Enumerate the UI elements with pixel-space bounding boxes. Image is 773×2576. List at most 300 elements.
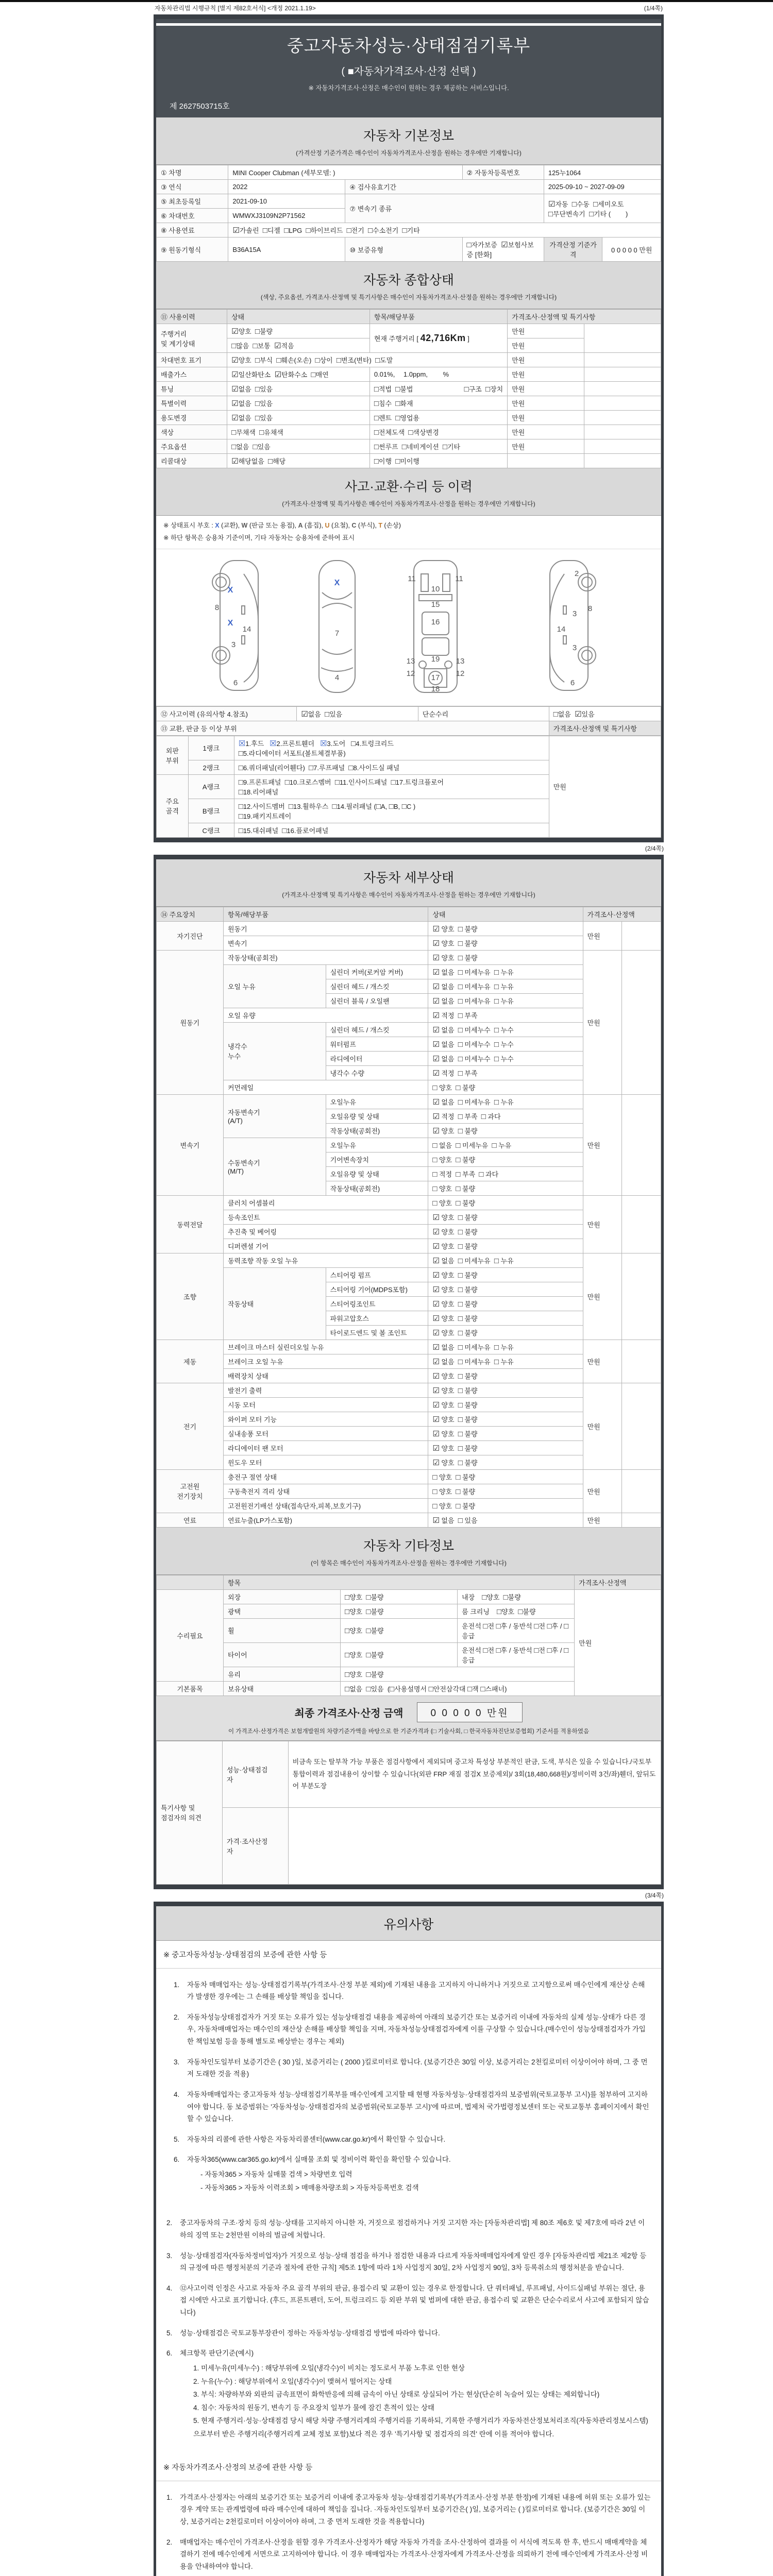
state-cell: □ 양호 □ 불량 — [428, 1080, 583, 1094]
sub-group: 오일 누유 — [223, 964, 326, 1008]
legend-note2: ※ 하단 항목은 승용차 기준이며, 기타 자동차는 승용차에 준하여 표시 — [163, 534, 355, 541]
field-label: ⑨ 원동기형식 — [157, 238, 228, 262]
page-block-3 — [154, 1902, 664, 2576]
doc-number: 제 2627503715호 — [170, 102, 230, 111]
svg-text:13: 13 — [456, 656, 465, 666]
state-cell: □ 없음 □ 미세누유 □ 누유 — [428, 1138, 583, 1152]
cell — [157, 454, 661, 468]
state-cell: ☑ 양호 □ 불량 — [428, 950, 583, 964]
svg-text:13: 13 — [406, 656, 415, 666]
cell — [157, 425, 661, 439]
field-value: 2025-09-10 ~ 2027-09-09 — [544, 180, 661, 194]
item-cell: 워터펌프 — [326, 1037, 428, 1051]
field-value: MINI Cooper Clubman (세부모델: ) — [228, 165, 462, 180]
item-cell: 실내송풍 모터 — [223, 1426, 428, 1440]
item-cell: 오일 유량 — [223, 1008, 428, 1022]
field-label: ③ 연식 — [157, 180, 228, 194]
svg-text:6: 6 — [570, 678, 575, 687]
price-cell: 만원 — [583, 1469, 622, 1513]
panel-rank: B랭크 — [188, 799, 234, 823]
panel-grid — [156, 736, 661, 838]
page-marker-1: (1/4쪽) — [644, 5, 663, 12]
notice-item: 2. 중고자동차의 구조·장치 등의 성능·상태를 고지하지 아니한 자, 거짓으로 점검하거나 거짓 고지한 자는 [자동차관리법] 제 80조 제6호 및 제7호에 따라 2년 이하의 징역 또는 2천만원 이하의 벌금에 처합니다. — [166, 2219, 645, 2239]
simple-repair-label: 단순수리 — [418, 706, 549, 721]
item-cell: 등속조인트 — [223, 1210, 428, 1224]
item-cell: 시동 모터 — [223, 1397, 428, 1412]
svg-text:3: 3 — [572, 643, 577, 652]
remarks-row-label: 가격·조사산정 자 — [222, 1807, 288, 1884]
col-header: 항목/해당부품 — [369, 310, 507, 324]
item-cell: 작동상태(공회전) — [326, 1123, 428, 1138]
price-cell: 만원 — [508, 353, 584, 367]
state-cell: ☑ 없음 □ 미세누수 □ 누수 — [428, 1022, 583, 1037]
cell — [157, 439, 661, 454]
section-basic-info-header — [156, 117, 661, 165]
notice-item: 6. 체크항목 판단기준(예시) 1. 미세누유(미세누수) : 해당부위에 오일(냉각수)이 비치는 정도로서 부품 노후로 인한 현상 2. 누유(누수) : 해당부위에서 오일(냉각수)이 맺혀서 떨어지는 상태 3. 부식: 차량하부와 외판의 금속표면이 화학반응에 의해 금속이 아닌 상태로 상실되어 가는 현상(단순히 녹슬어 있는 상태는 제외합니다) 4. 침수: 자동차의 원동기, 변속기 등 주요장치 일부가 물에 잠긴 흔적이 있는 상태 5. 현재 주행거리·성능·상태점검 당시 해당 차량 주행거리계의 주행거리를 기록하되, 기록한 주행거리가 자동차전산정보처리조직(자동차관리정보시스템)으로부터 받은 주행거리(주행거리계 교체 정보 포함)보다 적은 경우 '특기사항 및 점검자의 의견' 란에 이를 적어야 합니다. — [166, 2349, 648, 2438]
svg-text:6: 6 — [233, 678, 238, 687]
svg-text:8: 8 — [214, 603, 220, 612]
price-cell — [508, 454, 584, 468]
state-cell: ☑ 양호 □ 불량 — [428, 1267, 583, 1282]
cell — [157, 921, 661, 936]
section-detail-header — [156, 859, 661, 907]
item-cell: 오일유량 및 상태 — [326, 1109, 428, 1123]
svg-text:X: X — [227, 618, 233, 628]
state-cell: □많음 □보통 ☑적음 — [227, 338, 370, 353]
device-group: 자기진단 — [157, 921, 224, 950]
state-cell: ☑ 양호 □ 불량 — [428, 921, 583, 936]
section-note: (가격조사·산정액 및 특기사항은 매수인이 자동차가격조사·산정을 원하는 경우에만 기재합니다) — [282, 500, 535, 507]
note-cell — [584, 439, 661, 454]
device-group: 변속기 — [157, 1094, 224, 1195]
state-cell: □ 양호 □ 불량 — [428, 1498, 583, 1513]
device-group: 동력전달 — [157, 1195, 224, 1253]
svg-text:7: 7 — [334, 629, 340, 638]
state-cell: ☑ 양호 □ 불량 — [428, 1123, 583, 1138]
item-cell: 원동기 — [223, 921, 428, 936]
device-group: 제동 — [157, 1340, 224, 1383]
notice-list-3 — [156, 2481, 661, 2576]
state-cell: ☑ 없음 □ 미세누유 □ 누유 — [428, 1094, 583, 1109]
panel-items: □9.프론트패널 □10.크로스멤버 □11.인사이드패널 □17.트렁크플로어 □18.리어패널 — [234, 774, 549, 799]
svg-text:8: 8 — [587, 604, 593, 613]
item-cell: 와이퍼 모터 기능 — [223, 1412, 428, 1426]
doc-title-sub: ( ■자동차가격조사·산정 선택 ) — [341, 66, 476, 77]
svg-text:X: X — [334, 578, 340, 587]
state-cell: □적법 □불법 □구조 □장치 — [369, 382, 507, 396]
section-note: (이 항목은 매수인이 자동차가격조사·산정을 원하는 경우에만 기재합니다) — [311, 1559, 507, 1567]
price-cell: 만원 — [583, 1253, 622, 1340]
svg-text:14: 14 — [557, 624, 566, 634]
notice-item: 1. 가격조사·산정자는 아래의 보증기간 또는 보증거리 이내에 중고자동차 성능·상태점검기록부(가격조사·산정 부분 한정)에 기재된 내용에 허위 또는 오류가 있는 경우 계약 또는 관계법령에 따라 매수인에 대하여 책임을 집니다. ·자동차인도일부터 보증기간은( )일, 보증거리는 ( )킬로미터로 합니다. (보증기간은 30일 이상, 보증거리는 2천킬로미터 이상이어야 하며, 그 중 먼저 도래한 것을 적용합니다) — [166, 2493, 651, 2526]
device-group: 고전원 전기장치 — [157, 1469, 224, 1513]
field-value: ☑가솔린 □디젤 □LPG □하이브리드 □전기 □수소전기 □기타 — [228, 223, 661, 238]
col-header: 가격조사·산정액 — [583, 907, 661, 921]
notice-item: 4. ⑫사고이력 인정은 사고로 자동차 주요 골격 부위의 판금, 용접수리 및 교환이 있는 경우로 한정합니다. 단 쿼터패널, 루프패널, 사이드실패널 부위는 절단, 용접 시에만 사고로 표기합니다. (후드, 프론트펜더, 도어, 트렁크리드 등 외판 부위 및 범퍼에 대한 판금, 용접수리 및 교환은 단순수리로서 사고에 포함되지 않습니다) — [166, 2284, 649, 2317]
notice-item: 2. 매매업자는 매수인이 가격조사·산정을 원할 경우 가격조사·산정자가 해당 자동차 가격을 조사·산정하여 결과를 이 서식에 적도록 한 후, 반드시 매매계약을 체결하기 전에 매수인에게 서면으로 고지하여야 합니다. 이 경우 매매업자는 가격조사·산정자에게 가격조사·산정을 의뢰하기 전에 매수인에게 가격조사·산정 비용을 안내하여야 합니다. — [166, 2538, 648, 2570]
state-cell: ☑ 양호 □ 불량 — [428, 1440, 583, 1455]
cell — [157, 1195, 661, 1210]
svg-text:11: 11 — [455, 574, 463, 583]
notice-item: 5. 성능·상태점검은 국토교통부장관이 정하는 자동차성능·상태점검 방법에 따라야 합니다. — [166, 2329, 440, 2337]
cell — [157, 907, 661, 921]
svg-text:18: 18 — [431, 684, 440, 693]
item-cell: 스티어링 펌프 — [326, 1267, 428, 1282]
note-cell — [584, 454, 661, 468]
svg-text:10: 10 — [431, 584, 440, 594]
col-header: ⑭ 주요장치 — [157, 907, 224, 921]
item-cell: 브레이크 오일 누유 — [223, 1354, 428, 1368]
note-cell — [584, 396, 661, 411]
svg-text:15: 15 — [431, 600, 440, 609]
section-notice-header — [156, 1906, 661, 1941]
device-group: 연료 — [157, 1513, 224, 1527]
row-label: 튜닝 — [157, 382, 227, 396]
state-symbol-legend — [156, 516, 661, 549]
price-cell: 만원 — [508, 324, 584, 338]
price-cell: 만원 — [549, 736, 661, 837]
note-cell — [622, 1094, 661, 1195]
col-header: ⑪ 사용이력 — [157, 310, 227, 324]
price-cell: 만원 — [508, 382, 584, 396]
remarks-row-label: 성능·상태점검 자 — [222, 1741, 288, 1807]
col-header: 가격조사·산정액 및 특기사항 — [508, 310, 661, 324]
row-label: 주행거리 및 계기상태 — [157, 324, 227, 353]
item-cell: 연료누출(LP가스포함) — [223, 1513, 428, 1527]
item-cell: 배력장치 상태 — [223, 1368, 428, 1383]
cell — [157, 1383, 661, 1397]
section-note: (색상, 주요옵션, 가격조사·산정액 및 특기사항은 매수인이 자동차가격조사·산정을 원하는 경우에만 기재합니다) — [260, 294, 557, 301]
note-cell — [622, 1383, 661, 1469]
cell — [157, 194, 661, 209]
field-value: □자가보증 ☑보험사보증 [한화] — [462, 238, 544, 262]
pair-cell: 룸 크리닝 □양호 □불량 — [458, 1604, 575, 1618]
notice-item: 1. 자동차 매매업자는 성능·상태점검기록부(가격조사·산정 부분 제외)에 기재된 내용을 고지하지 아니하거나 거짓으로 고지함으로써 매수인에게 재산상 손해가 발생한 경우에는 그 손해를 배상할 책임을 집니다. — [174, 1980, 645, 2001]
basic-items-group: 기본품목 — [157, 1681, 224, 1696]
item-cell: 디퍼렌셜 기어 — [223, 1239, 428, 1253]
state-cell: ☑ 양호 □ 불량 — [428, 1368, 583, 1383]
panel-items: □12.사이드멤버 □13.휠하우스 □14.필러패널 (□A, □B, □C ) □19.패키지트레이 — [234, 799, 549, 823]
state-cell: □없음 □있음 (□사용설명서 □안전삼각대 □잭 □스패너) — [341, 1681, 575, 1696]
item-cell: 동력조향 작동 오일 누유 — [223, 1253, 428, 1267]
price-cell: 만원 — [583, 1383, 622, 1469]
svg-text:4: 4 — [334, 673, 340, 682]
field-value: B36A15A — [228, 238, 345, 262]
overall-state-table — [156, 309, 661, 468]
cell — [157, 353, 661, 367]
notice-item: 3. 성능·상태점검자(자동차정비업자)가 거짓으로 성능·상태 점검을 하거나 점검한 내용과 다르게 자동차매매업자에게 알린 경우 [자동차관리법 제21조 제2항 등의 규정에 따른 행정처분의 기준과 절차에 관한 규칙] 제5조 1항에 따라 1차 사업정지 30일, 2차 사업정지 90일, 3차 등록취소의 행정처분을 받습니다. — [166, 2251, 647, 2272]
item-cell: □전체도색 □색상변경 — [369, 425, 507, 439]
state-cell: ☑ 없음 □ 미세누수 □ 누수 — [428, 1051, 583, 1065]
etc-info-table — [156, 1575, 661, 1696]
cell — [157, 396, 661, 411]
state-cell: ☑ 없음 □ 미세누유 □ 누유 — [428, 964, 583, 979]
field-label: ⑧ 사용연료 — [157, 223, 228, 238]
state-cell: ☑ 양호 □ 불량 — [428, 936, 583, 950]
section-title: 자동차 기본정보 — [363, 129, 454, 143]
detail-cell: 운전석 □전 □후 / 동반석 □전 □후 / □응급 — [458, 1642, 575, 1667]
price-cell: 만원 — [583, 1195, 622, 1253]
panel-rank: 2랭크 — [188, 760, 234, 774]
svg-text:14: 14 — [242, 624, 251, 634]
section-title: 자동차 종합상태 — [363, 273, 454, 287]
notice-item: 5. 자동차의 리콜에 관한 사항은 자동차리콜센터(www.car.go.kr)에서 확인할 수 있습니다. — [174, 2135, 446, 2143]
cell — [157, 165, 661, 180]
cell — [157, 721, 661, 735]
item-label: 보유상태 — [223, 1681, 340, 1696]
cell — [157, 1469, 661, 1484]
price-base-label: 가격산정 기준가격 — [544, 238, 602, 262]
exchange-header: ⑬ 교환, 판금 등 이상 부위 — [157, 721, 549, 735]
item-cell: 냉각수 수량 — [326, 1065, 428, 1080]
state-cell: ☑ 없음 □ 미세누수 □ 누수 — [428, 1037, 583, 1051]
state-cell: □양호 □불량 — [341, 1667, 575, 1681]
svg-text:12: 12 — [406, 669, 415, 678]
cell — [157, 1340, 661, 1354]
state-cell: ☑ 없음 □ 있음 — [428, 1513, 583, 1527]
col-header: 상태 — [428, 907, 583, 921]
state-cell: □양호 □불량 — [341, 1604, 458, 1618]
field-label: ⑥ 차대번호 — [157, 209, 228, 223]
item-cell: 오일누유 — [326, 1138, 428, 1152]
item-cell: 파워고압호스 — [326, 1311, 428, 1325]
section-title: 자동차 기타정보 — [363, 1538, 454, 1553]
note-cell — [584, 353, 661, 367]
state-cell: ☑ 양호 □ 불량 — [428, 1397, 583, 1412]
cell — [157, 324, 661, 338]
cell — [157, 223, 661, 238]
state-cell: □없음 ☑있음 — [549, 706, 661, 721]
item-cell: 실린더 헤드 / 개스킷 — [326, 979, 428, 993]
notice-item: 3. 자동차인도일부터 보증기간은 ( 30 )일, 보증거리는 ( 2000 )킬로미터로 합니다. (보증기간은 30일 이상, 보증거리는 2천킬로미터 이상이어야 하며, 그 중 먼저 도래한 것을 적용) — [174, 2058, 648, 2078]
note-cell — [622, 950, 661, 1094]
panel-rank: A랭크 — [188, 774, 234, 799]
cell — [157, 1589, 661, 1604]
device-group: 전기 — [157, 1383, 224, 1469]
item-cell: 클러치 어셈블리 — [223, 1195, 428, 1210]
notice-list-1 — [163, 1969, 661, 2207]
page-marker-3: (3/4쪽) — [645, 1891, 664, 1899]
item-cell: 구동축전지 격리 상태 — [223, 1484, 428, 1498]
item-cell: 고전원전기배선 상태(접속단자,피복,보호기구) — [223, 1498, 428, 1513]
row-label: 특별이력 — [157, 396, 227, 411]
price-cell: 만원 — [508, 338, 584, 353]
notice-list-2 — [156, 2207, 661, 2453]
field-value: 2021-09-10 — [228, 194, 345, 209]
doc-header — [156, 19, 661, 117]
state-cell: ☑ 없음 □ 미세누유 □ 누유 — [428, 993, 583, 1008]
section-accident-header — [156, 468, 661, 516]
etc-grid — [156, 1575, 661, 1696]
row-label: 색상 — [157, 425, 227, 439]
note-cell — [622, 1195, 661, 1253]
item-cell: 실린더 헤드 / 개스킷 — [326, 1022, 428, 1037]
item-cell: □이행 □미이행 — [369, 454, 507, 468]
sub-group: 작동상태 — [223, 1267, 326, 1340]
note-cell — [622, 1513, 661, 1527]
cell — [157, 1807, 661, 1884]
state-cell: □ 양호 □ 불량 — [428, 1469, 583, 1484]
field-value: ☑자동 □수동 □세미오토 □무단변속기 □기타 ( ) — [544, 194, 661, 223]
remarks-text — [288, 1807, 661, 1884]
state-cell: ☑해당없음 □해당 — [227, 454, 370, 468]
item-cell: 작동상태(공회전) — [326, 1181, 428, 1195]
item-cell: 변속기 — [223, 936, 428, 950]
header-divider — [156, 23, 661, 26]
item-cell: 0.01%, 1.0ppm, % — [369, 367, 507, 382]
final-price-amount: 0 0 0 0 0 만원 — [417, 1702, 523, 1722]
cell — [157, 1575, 661, 1589]
price-cell: 만원 — [508, 439, 584, 454]
notice-item: 2. 자동차성능상태점검자가 거짓 또는 오류가 있는 성능상태점검 내용을 제공하여 아래의 보증기간 또는 보증거리 이내에 자동차의 실제 성능·상태가 다른 경우, 자동차매매업자는 매수인의 재산상 손해를 배상할 책임을 지며, 자동차성능상태점검자에게 이를 구상할 수 있습니다.(매수인이 성능상태점검자가 가입한 책임보험 등을 통해 별도로 배상받는 경우는 제외) — [174, 2013, 646, 2045]
item-cell: 실린더 블록 / 오일팬 — [326, 993, 428, 1008]
cell — [157, 706, 661, 721]
state-cell: ☑ 양호 □ 불량 — [428, 1296, 583, 1311]
field-label: ① 차명 — [157, 165, 228, 180]
doc-title: 중고자동차성능·상태점검기록부 — [287, 36, 531, 55]
state-cell: □ 양호 □ 불량 — [428, 1181, 583, 1195]
state-cell: ☑ 없음 □ 미세누유 □ 누유 — [428, 1253, 583, 1267]
cell — [157, 1513, 661, 1527]
item-cell: 기어변속장치 — [326, 1152, 428, 1166]
section-title: 자동차 세부상태 — [363, 870, 454, 885]
col-header: 항목 — [223, 1575, 574, 1589]
price-cell: 만원 — [583, 1513, 622, 1527]
note-cell — [622, 1340, 661, 1383]
note-cell — [622, 921, 661, 950]
cell — [157, 180, 661, 194]
sub-group: 자동변속기 (A/T) — [223, 1094, 326, 1138]
state-cell: □양호 □불량 — [341, 1618, 458, 1642]
state-cell: □ 양호 □ 불량 — [428, 1152, 583, 1166]
svg-text:3: 3 — [572, 609, 577, 618]
state-cell: ☑ 없음 □ 미세누유 □ 누유 — [428, 1354, 583, 1368]
state-cell: □양호 □불량 — [341, 1642, 458, 1667]
accident-label: ⑫ 사고이력 (유의사항 4.참조) — [157, 706, 297, 721]
legend-line: ※ 상태표시 부호 : X (교환), W (판금 또는 용접), A (흠집), U (요철), C (부식), T (손상) — [163, 522, 401, 529]
notice-item: 6. 자동차365(www.car365.go.kr)에서 실매물 조회 및 정비이력 확인을 확인할 수 있습니다. - 자동차365 > 자동차 실매물 검색 > 차량번호 입력 - 자동차365 > 자동차 이력조회 > 매매용차량조회 > 자동차등록번호 검색 — [174, 2156, 451, 2192]
field-label: ④ 검사유효기간 — [345, 180, 544, 194]
notice-subsection-1: ※ 중고자동차성능·상태점검의 보증에 관한 사항 등 — [156, 1941, 661, 1969]
final-price-label: 최종 가격조사·산정 금액 — [294, 1707, 404, 1719]
state-cell: □ 양호 □ 불량 — [428, 1484, 583, 1498]
item-cell: 라디에이터 — [326, 1051, 428, 1065]
svg-text:16: 16 — [431, 617, 440, 626]
section-title: 유의사항 — [383, 1917, 434, 1932]
page-block-2 — [154, 855, 664, 1889]
state-cell: ☑ 양호 □ 불량 — [428, 1412, 583, 1426]
price-cell: 만원 — [508, 411, 584, 425]
col-header: 가격조사·산정액 — [575, 1575, 661, 1589]
item-label: 유리 — [223, 1667, 340, 1681]
state-cell: ☑없음 □있음 — [227, 382, 370, 396]
item-cell: 라디에이터 팬 모터 — [223, 1440, 428, 1455]
price-cell: 만원 — [508, 425, 584, 439]
basic-info-grid — [156, 165, 661, 262]
state-cell: ☑ 적정 □ 부족 □ 과다 — [428, 1109, 583, 1123]
panel-group: 주요 골격 — [157, 774, 189, 837]
state-cell: ☑양호 □부식 □훼손(오손) □상이 □변조(변타) □도말 — [227, 353, 508, 367]
panel-group: 외판 부위 — [157, 736, 189, 774]
price-cell: 만원 — [575, 1589, 661, 1696]
row-label: 차대번호 표기 — [157, 353, 227, 367]
price-cell: 만원 — [583, 1094, 622, 1195]
note-cell — [622, 1469, 661, 1513]
car-damage-diagram — [156, 549, 661, 706]
price-cell: 만원 — [583, 921, 622, 950]
item-cell: 발전기 출력 — [223, 1383, 428, 1397]
sub-group: 냉각수 누수 — [223, 1022, 326, 1080]
panel-items: □6.쿼더패널(리어휀다) □7.루프패널 □8.사이드실 패널 — [234, 760, 549, 774]
final-price-band — [156, 1696, 661, 1741]
item-cell: 윈도우 모터 — [223, 1455, 428, 1469]
item-cell: 추진축 및 베어링 — [223, 1224, 428, 1239]
price-cell: 만원 — [583, 1340, 622, 1383]
item-cell: 스티어링조인트 — [326, 1296, 428, 1311]
note-cell — [584, 425, 661, 439]
state-cell: ☑ 양호 □ 불량 — [428, 1455, 583, 1469]
item-cell: 타이로드엔드 및 볼 조인트 — [326, 1325, 428, 1340]
col-header: 상태 — [227, 310, 370, 324]
section-title: 사고·교환·수리 등 이력 — [345, 480, 473, 494]
cell — [157, 950, 661, 964]
remarks-table — [156, 1741, 661, 1885]
cell — [157, 736, 661, 760]
detail-cell: 운전석 □전 □후 / 동반석 □전 □후 / □응급 — [458, 1618, 575, 1642]
notice-subsection-2: ※ 자동차가격조사·산정의 보증에 관한 사항 등 — [156, 2453, 661, 2481]
cell — [157, 1094, 661, 1109]
item-cell: 커먼레일 — [223, 1080, 428, 1094]
final-price-note: 이 가격조사·산정가격은 보험개발원의 차량기준가액을 바탕으로 한 기준가격과 (□ 기술사회, □ 한국자동차진단보증협회) 기준서를 적용하였음 — [228, 1728, 590, 1735]
item-label: 광택 — [223, 1604, 340, 1618]
state-cell: ☑ 양호 □ 불량 — [428, 1239, 583, 1253]
remarks-text: 비금속 또는 탈부착 가능 부품은 점검사항에서 제외되며 중고차 특성상 부분적인 판금, 도색, 부식은 있을 수 있습니다./국토부 통합이력과 점검내용이 상이할 수 있습니다(외판 FRP 재질 점검X 보증제외)/ 3회(18,480,668원)/정비이력 3건/좌)휀더, 앞뒤도어 부분도장 — [288, 1741, 661, 1807]
state-cell: ☑없음 □있음 — [227, 411, 370, 425]
doc-title-note: ※ 자동차가격조사·산정은 매수인이 원하는 경우 제공하는 서비스입니다. — [308, 84, 509, 92]
note-cell — [584, 411, 661, 425]
item-cell: 스티어링 기어(MDPS포함) — [326, 1282, 428, 1296]
state-cell: ☑없음 □있음 — [297, 706, 418, 721]
svg-text:3: 3 — [231, 640, 236, 649]
device-group: 원동기 — [157, 950, 224, 1094]
row-label: 배출가스 — [157, 367, 227, 382]
state-cell: ☑ 없음 □ 미세누유 □ 누유 — [428, 979, 583, 993]
panel-rank: 1랭크 — [188, 736, 234, 760]
price-note-header: 가격조사·산정액 및 특기사항 — [549, 721, 661, 735]
field-label: ⑤ 최초등록일 — [157, 194, 228, 209]
page-meta — [154, 2, 664, 14]
state-cell: □ 적정 □ 부족 □ 과다 — [428, 1166, 583, 1181]
detail-grid — [156, 907, 661, 1528]
state-cell: □양호 □불량 — [341, 1589, 458, 1604]
note-cell — [622, 1253, 661, 1340]
cell — [157, 238, 661, 262]
sub-group: 수동변속기 (M/T) — [223, 1138, 326, 1195]
section-overall-header — [156, 262, 661, 309]
state-cell: ☑ 양호 □ 불량 — [428, 1210, 583, 1224]
state-cell: ☑ 양호 □ 불량 — [428, 1311, 583, 1325]
remarks-grid — [156, 1741, 661, 1885]
svg-text:X: X — [227, 585, 233, 595]
svg-text:2: 2 — [574, 569, 579, 578]
regulation-ref: 자동차관리법 시행규칙 [별지 제82호서식] <개정 2021.1.19> — [155, 5, 316, 12]
cell — [157, 411, 661, 425]
cell — [157, 367, 661, 382]
item-cell: □렌트 □영업용 — [369, 411, 507, 425]
state-cell: ☑ 적정 □ 부족 — [428, 1008, 583, 1022]
svg-text:11: 11 — [408, 574, 416, 583]
state-cell: □없음 □있음 — [227, 439, 370, 454]
